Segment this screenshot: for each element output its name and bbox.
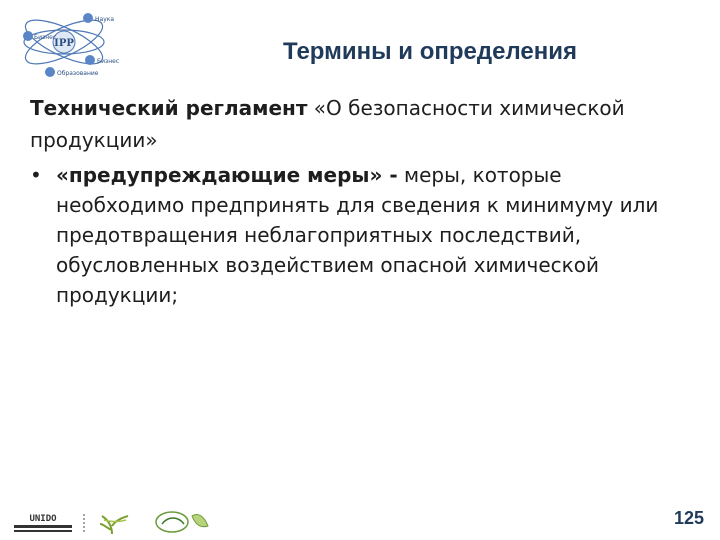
slide-content [30,92,670,310]
unido-text: UNIDO [29,514,57,524]
tree-logo [100,516,128,534]
logo-label-science: Наука [95,16,115,23]
organization-logo [14,4,136,80]
logo-label-business-2: Бизнес [97,58,120,65]
logo-label-business: Бизнес [34,34,57,41]
green-logo [156,512,208,532]
regulation-heading-rest: «О безопасности химической продукции» [30,96,625,152]
definition-term: «предупреждающие меры» - [56,163,398,187]
definition-text: меры, которые необходимо предпринять для сведения к минимуму или предотвращения неблагоприятных последствий, обусловленных воздействием опасной химической продукции; [56,163,659,307]
footer-logos [12,506,222,536]
page-number: 125 [673,508,704,528]
definition-bullet [30,160,670,310]
regulation-heading [30,92,670,156]
logo-center-text: IPP [54,38,74,49]
regulation-heading-bold: Технический регламент [30,96,308,120]
atom-icon [14,4,136,80]
bullet-marker: • [30,163,42,187]
unido-logo [14,514,84,534]
logo-label-education: Образование [57,70,99,77]
slide-title: Термины и определения [282,38,578,65]
